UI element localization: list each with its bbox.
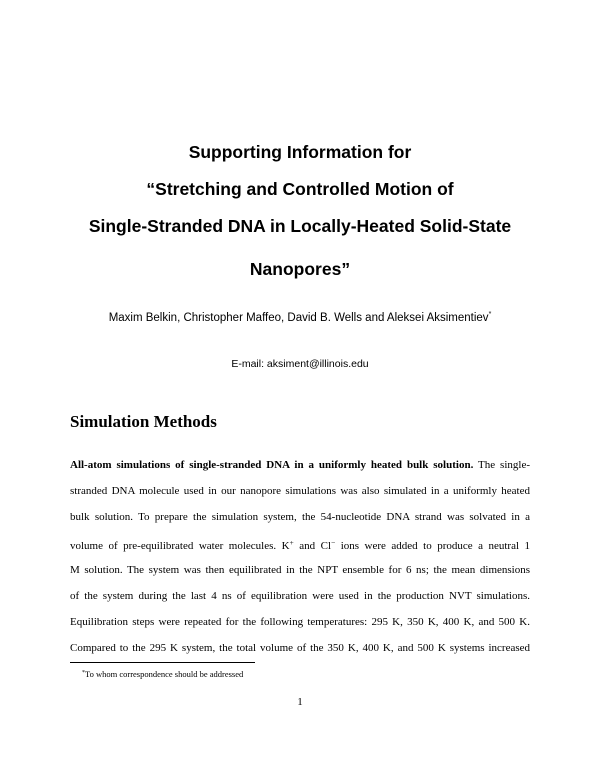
paragraph-line-2: stranded DNA molecule used in our nanopore simulations was also simulated in a uniformly heated (70, 485, 530, 497)
author-list (40, 307, 560, 326)
title-line-4: Nanopores” (249, 259, 351, 279)
title-line-1: Supporting Information for (188, 142, 412, 162)
paragraph-line-4-text-c: and Cl (293, 540, 332, 552)
section-heading: Simulation Methods (70, 412, 217, 431)
run-in-heading: All-atom simulations of single-stranded DNA in a uniformly heated bulk solution. (70, 459, 474, 471)
footnote (82, 667, 243, 680)
paragraph-line-4-text-a: volume of pre-equilibrated water molecules. K (70, 540, 290, 552)
paragraph-line-6: of the system during the last 4 ns of equilibration were used in the production NVT simulations. (70, 590, 530, 602)
contact-email: E-mail: aksiment@illinois.edu (231, 358, 369, 370)
paragraph-line-1-text: The single- (478, 459, 530, 471)
paragraph-line-1 (70, 458, 530, 472)
chloride-charge: − (331, 538, 336, 547)
title-line-2: “Stretching and Controlled Motion of (146, 179, 454, 199)
footnote-mark: * (82, 670, 85, 676)
corresponding-author-mark: * (488, 311, 492, 318)
paragraph-line-5: M solution. The system was then equilibrated in the NPT ensemble for 6 ns; the mean dimensions (70, 564, 530, 576)
paragraph-line-4 (70, 536, 530, 553)
paragraph-line-3: bulk solution. To prepare the simulation system, the 54-nucleotide DNA strand was solvated in a (70, 511, 530, 523)
title-line-3: Single-Stranded DNA in Locally-Heated Solid-State (88, 216, 512, 236)
potassium-charge: + (289, 538, 294, 547)
footnote-text: To whom correspondence should be addressed (85, 669, 244, 679)
author-names: Maxim Belkin, Christopher Maffeo, David B. Wells and Aleksei Aksimentiev (108, 312, 489, 324)
paragraph-line-4-text-e: ions were added to produce a neutral 1 (335, 540, 530, 552)
footnote-rule (70, 662, 255, 663)
page-number: 1 (297, 696, 303, 708)
paragraph-line-7: Equilibration steps were repeated for the following temperatures: 295 K, 350 K, 400 K, and 500 K. (70, 616, 530, 628)
paragraph-line-8: Compared to the 295 K system, the total volume of the 350 K, 400 K, and 500 K systems increased (70, 642, 530, 654)
